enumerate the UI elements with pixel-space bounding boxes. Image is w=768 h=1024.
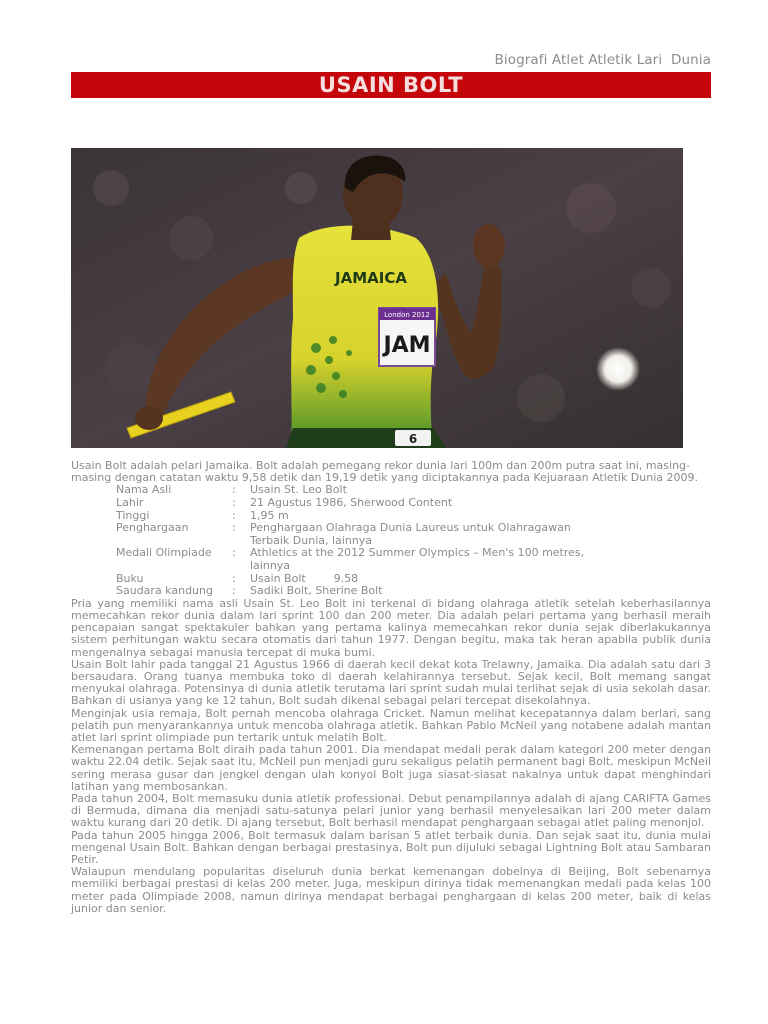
paragraph-7: Walaupun mendulang popularitas diseluruh dunia berkat kemenangan dobelnya di Beijing, Bolt sebenarnya memiliki berbagai prestasi di kelas 200 meter. Juga, meskipun dirinya tidak memenangkan medali pada kelas 100 meter pada Olimpiade 2008, namun dirinya mendapat berbagai penghargaan di kelas 200 meter, baik di kelas junior dan senior. — [71, 865, 711, 915]
paragraph-2: Usain Bolt lahir pada tanggal 21 Agustus 1966 di daerah kecil dekat kota Trelawny, Jamaika. Dia adalah satu dari 3 bersaudara. Orang tuanya membuka toko di daerah kelahirannya tersebut. Sejak kecil, Bolt memang sangat menyukai olahraga. Potensinya di dunia atletik terutama lari sprint sudah mulai terlihat sejak di usia sekolah dasar. Bahkan di usianya yang ke 12 tahun, Bolt sudah dikenal sebagai pelari tercepat disekolahnya. — [71, 657, 711, 708]
bio-label: Nama Asli — [116, 483, 172, 497]
athlete-photo-image — [71, 148, 683, 448]
paragraph-6: Pada tahun 2005 hingga 2006, Bolt termasuk dalam barisan 5 atlet terbaik dunia. Dan sejak saat itu, dunia mulai mengenal Usain Bolt. Bahkan dengan berbagai prestasinya, Bolt pun dijuluki sebagai Lightning Bolt atau Sambaran Petir. — [71, 828, 711, 867]
bio-label: Lahir — [116, 496, 144, 509]
bio-label: Medali Olimpiade — [116, 546, 212, 560]
bio-value: Usain St. Leo Bolt — [250, 483, 347, 497]
bio-colon: : — [232, 521, 236, 535]
bio-value: Athletics at the 2012 Summer Olympics – Men's 100 metres, lainnya — [250, 546, 588, 572]
bio-colon: : — [232, 496, 236, 509]
intro-paragraph: Usain Bolt adalah pelari Jamaika. Bolt adalah pemegang rekor dunia lari 100m dan 200m putra saat ini, masing-masing dengan catatan waktu 9,58 detik dan 19,19 detik yang diciptakannya pada Kejuaraan Atletik Dunia 2009. — [71, 459, 699, 485]
article-body — [71, 460, 711, 915]
bio-table — [116, 484, 610, 597]
bio-row-lahir — [116, 497, 610, 510]
bib-text: JAM — [383, 333, 431, 358]
bio-colon: : — [232, 483, 236, 497]
bib-top-text: London 2012 — [384, 311, 430, 319]
title-banner — [71, 72, 711, 98]
bio-label: Saudara kandung — [116, 584, 213, 598]
bio-row-saudara-kandung — [116, 585, 610, 598]
paragraph-1: Pria yang memiliki nama asli Usain St. Leo Bolt ini terkenal di bidang olahraga atletik setelah keberhasilannya memecahkan rekor dunia dalam lari sprint 100 dan 200 meter. Dia adalah pelari pertama yang berhasil meraih pencapaian sangat spektakuler bahkan yang pertama kalinya memecahkan rekor dunia sejak diberlakukannya sistem perhitungan waktu secara otomatis dari tahun 1977. Dengan begitu, maka tak heran apabila publik dunia mengenalnya sebagai manusia tercepat di muka bumi. — [71, 596, 711, 659]
bio-value: Sadiki Bolt, Sherine Bolt — [250, 584, 383, 598]
paragraph-3: Menginjak usia remaja, Bolt pernah mencoba olahraga Cricket. Namun melihat kecepatannya dalam berlari, sang pelatih pun menyarankannya untuk mencoba olahraga atletik. Bahkan Pablo McNeil yang notabene adalah mantan atlet lari sprint olimpiade pun tertarik untuk melatih Bolt. — [71, 706, 711, 744]
bio-label: Buku — [116, 571, 144, 585]
bio-label: Penghargaan — [116, 521, 189, 535]
paragraph-4: Kemenangan pertama Bolt diraih pada tahun 2001. Dia mendapat medali perak dalam kategori 200 meter dengan waktu 22.04 detik. Sejak saat itu, McNeil pun menjadi guru sekaligus pelatih permanent bagi Bolt, meskipun McNeil sering merasa gusar dan jengkel dengan ulah konyol Bolt juga siasat-siasat nakalnya untuk dapat menghindari latihan yang membosankan. — [71, 743, 711, 793]
bio-value: Penghargaan Olahraga Dunia Laureus untuk Olahragawan Terbaik Dunia, lainnya — [250, 521, 575, 547]
stadium-light — [596, 347, 640, 391]
athlete-photo — [71, 148, 683, 448]
bio-label: Tinggi — [116, 508, 150, 522]
shirt-lettering: JAMAICA — [335, 269, 407, 287]
bio-value: 1,95 m — [250, 508, 289, 522]
bio-row-medali-olimpiade — [116, 547, 610, 572]
runner-fist — [473, 224, 505, 268]
paragraph-5: Pada tahun 2004, Bolt memasuku dunia atletik professional. Debut penampilannya adalah di ajang CARIFTA Games di Bermuda, dimana dia menjadi satu-satunya pelari junior yang berhasil menyelesaikan lari 200 meter dalam waktu kurang dari 20 detik. Di ajang tersebut, Bolt berhasil mendapat penghargaan sebagai atlet paling menonjol. — [71, 792, 711, 830]
bio-colon: : — [232, 508, 236, 522]
document-subtitle: Biografi Atlet Atletik Lari Dunia — [494, 52, 711, 68]
page-title: USAIN BOLT — [318, 73, 464, 97]
runner-hand — [135, 406, 163, 430]
bio-value: 21 Agustus 1986, Sherwood Content — [250, 496, 453, 509]
bio-colon: : — [232, 584, 236, 598]
shorts-number: 6 — [408, 432, 418, 446]
bio-row-penghargaan — [116, 522, 610, 547]
bio-value: Usain Bolt 9.58 — [250, 571, 359, 585]
bio-colon: : — [232, 546, 236, 560]
bio-colon: : — [232, 571, 236, 585]
